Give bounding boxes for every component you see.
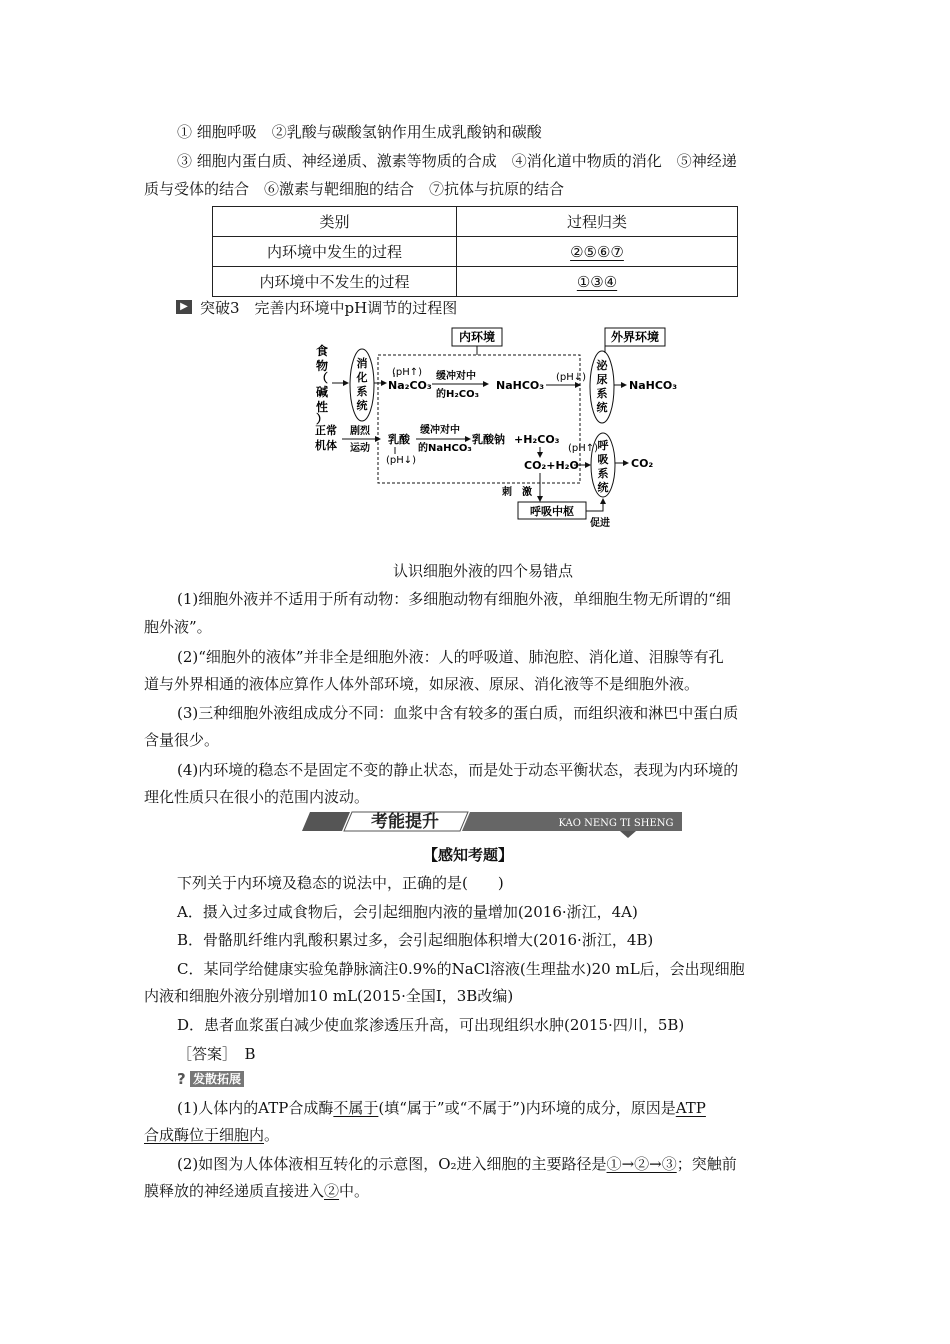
svg-text:尿: 尿	[596, 373, 608, 386]
table-header: 过程归类	[457, 207, 738, 237]
body-label: 机体	[315, 439, 337, 452]
svg-text:泌: 泌	[596, 359, 608, 372]
note-p1-line1: (1)细胞外液并不适用于所有动物：多细胞动物有细胞外液，单细胞生物无所谓的“细	[177, 590, 731, 608]
svg-text:统: 统	[356, 399, 368, 412]
svg-text:）: ）	[315, 412, 329, 426]
extend-item-1-line2: 合成酶位于细胞内。	[144, 1126, 280, 1144]
question-tag: 【感知考题】	[423, 846, 514, 864]
svg-text:化: 化	[356, 371, 368, 384]
svg-text:食: 食	[315, 344, 329, 358]
answer-blank: 不属于	[333, 1099, 379, 1117]
respiratory-center-label: 呼吸中枢	[530, 505, 574, 518]
answer-blank: ①→②→③	[606, 1155, 677, 1173]
ph-down-2-label: (pH↓)	[386, 455, 417, 466]
svg-text:（: （	[315, 371, 329, 385]
svg-text:物: 物	[315, 359, 329, 373]
lactic-acid-label: 乳酸	[388, 433, 410, 446]
buffer-nahco3-label-b: 的NaHCO₃	[418, 443, 472, 454]
table-cell: ②⑤⑥⑦	[457, 237, 738, 267]
ph-up-2-label: (pH↑)	[568, 443, 599, 454]
table-cell: 内环境中发生的过程	[213, 237, 457, 267]
answer-blank: 合成酶位于细胞内	[144, 1126, 265, 1144]
option-b: B．骨骼肌纤维内乳酸积累过多，会引起细胞体积增大(2016·浙江，4B)	[177, 931, 654, 949]
question-stem: 下列关于内环境及稳态的说法中，正确的是( )	[177, 874, 504, 892]
note-p2-line1: (2)“细胞外的液体”并非全是细胞外液：人的呼吸道、肺泡腔、消化道、泪腺等有孔	[177, 648, 724, 666]
note-p3-line1: (3)三种细胞外液组成成分不同：血浆中含有较多的蛋白质，而组织液和淋巴中蛋白质	[177, 704, 739, 722]
classification-table	[212, 206, 738, 297]
table-row	[213, 267, 738, 297]
option-c-line2: 内液和细胞外液分别增加10 mL(2015·全国Ⅰ，3B改编)	[144, 987, 514, 1005]
svg-text:统: 统	[596, 401, 608, 414]
note-p2-line2: 道与外界相通的液体应算作人体外部环境，如尿液、原尿、消化液等不是细胞外液。	[144, 675, 700, 693]
svg-text:统: 统	[597, 481, 609, 494]
co2-out-label: CO₂	[631, 457, 654, 470]
respiratory-system-label	[598, 438, 610, 494]
table-row	[213, 237, 738, 267]
ph-up-label: (pH↑)	[392, 367, 423, 378]
svg-text:呼: 呼	[597, 439, 609, 452]
na2co3-label: Na₂CO₃	[388, 379, 432, 392]
question-mark-icon: ?	[177, 1070, 186, 1088]
table-cell: ①③④	[457, 267, 738, 297]
table-header-row	[213, 207, 738, 237]
svg-text:系: 系	[596, 387, 608, 400]
answer: ［答案］ B	[177, 1045, 256, 1063]
co2-h2o-label: CO₂+H₂O	[524, 459, 579, 472]
buffer-h2co3-label-b: 的H₂CO₃	[436, 389, 479, 400]
option-d: D．患者血浆蛋白减少使血浆渗透压升高，可出现组织水肿(2015·四川，5B)	[177, 1016, 685, 1034]
note-p4-line2: 理化性质只在很小的范围内波动。	[144, 788, 370, 806]
digestive-system-label	[356, 356, 368, 412]
note-p1-line2: 胞外液”。	[144, 618, 212, 636]
intro-line-3: 质与受体的结合 ⑥激素与靶细胞的结合 ⑦抗体与抗原的结合	[144, 180, 565, 198]
intro-line-1: ① 细胞呼吸 ②乳酸与碳酸氢钠作用生成乳酸钠和碳酸	[177, 123, 542, 141]
nahco3-label: NaHCO₃	[496, 379, 545, 392]
breakthrough-title: 突破3 完善内环境中pH调节的过程图	[200, 299, 458, 317]
extend-item-1-line1: (1)人体内的ATP合成酶不属于(填“属于”或“不属于”)内环境的成分，原因是ATP	[177, 1099, 706, 1117]
svg-text:吸: 吸	[597, 453, 609, 466]
normal-label: 正常	[315, 424, 337, 437]
banner-pinyin: KAO NENG TI SHENG	[558, 818, 674, 829]
svg-text:碱: 碱	[315, 385, 329, 399]
play-marker-icon: ▶	[176, 300, 192, 314]
note-p4-line1: (4)内环境的稳态不是固定不变的静止状态，而是处于动态平衡状态，表现为内环境的	[177, 761, 739, 779]
option-a: A．摄入过多过咸食物后，会引起细胞内液的量增加(2016·浙江，4A)	[177, 903, 638, 921]
stimulate-label: 刺 激	[502, 487, 532, 498]
answer-blank: ATP	[675, 1099, 706, 1117]
note-p3-line2: 含量很少。	[144, 731, 220, 749]
option-c-line1: C．某同学给健康实验兔静脉滴注0.9%的NaCl溶液(生理盐水)20 mL后，会出现细胞	[177, 960, 745, 978]
extend-item-2-line1: (2)如图为人体体液相互转化的示意图，O₂进入细胞的主要路径是①→②→③；突触前	[177, 1155, 737, 1173]
note-heading: 认识细胞外液的四个易错点	[393, 562, 574, 580]
urinary-system-label	[596, 358, 609, 414]
table-cell: 内环境中不发生的过程	[213, 267, 457, 297]
lactate-label: 乳酸钠	[472, 433, 505, 446]
answer-blank: ②	[324, 1182, 340, 1200]
buffer-h2co3-label: 缓冲对中	[436, 371, 476, 382]
svg-text:系: 系	[597, 467, 609, 480]
intro-line-2: ③ 细胞内蛋白质、神经递质、激素等物质的合成 ④消化道中物质的消化 ⑤神经递	[177, 152, 737, 170]
promote-label: 促进	[590, 518, 610, 529]
food-label	[316, 343, 329, 426]
exercise-label: 运动	[350, 443, 370, 454]
svg-text:系: 系	[356, 385, 368, 398]
section-banner	[300, 809, 684, 839]
extend-item-2-line2: 膜释放的神经递质直接进入②中。	[144, 1182, 370, 1200]
inner-env-label: 内环境	[458, 330, 496, 344]
nahco3-out-label: NaHCO₃	[629, 379, 678, 392]
outer-env-label: 外界环境	[610, 330, 660, 344]
svg-text:消: 消	[356, 357, 368, 370]
ph-down-label: (pH↓)	[556, 372, 587, 383]
ph-regulation-diagram	[300, 323, 690, 529]
h2co3-label: +H₂CO₃	[514, 433, 560, 446]
banner-title: 考能提升	[371, 812, 439, 832]
extend-label: 发散拓展	[190, 1071, 244, 1087]
table-header: 类别	[213, 207, 457, 237]
buffer-nahco3-label: 缓冲对中	[420, 425, 460, 436]
strenuous-label: 剧烈	[350, 426, 370, 437]
svg-text:性: 性	[315, 400, 329, 414]
